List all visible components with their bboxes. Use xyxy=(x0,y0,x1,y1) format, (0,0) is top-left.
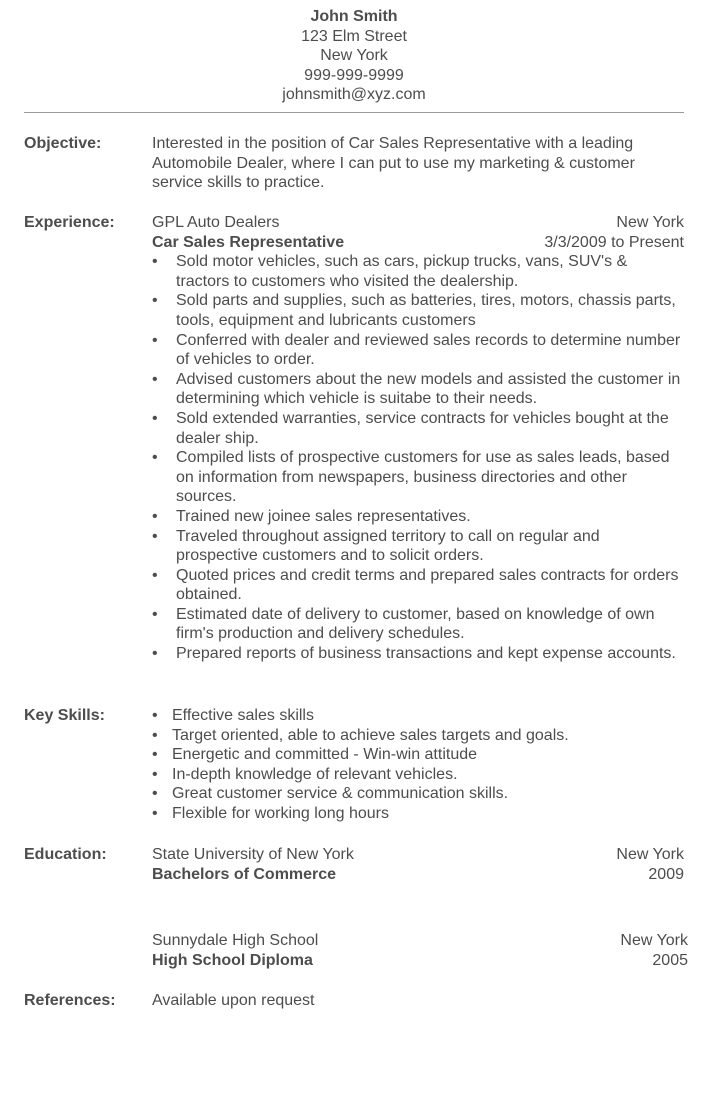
experience-body xyxy=(152,213,684,664)
school-location: New York xyxy=(620,932,688,949)
bullet-icon: • xyxy=(152,409,158,427)
contact-header xyxy=(0,7,708,105)
graduation-year: 2005 xyxy=(652,951,688,969)
bullet-icon: • xyxy=(152,605,158,623)
list-item: • Estimated date of delivery to customer, based on knowledge of own firm's production and delivery schedules. xyxy=(152,605,655,643)
list-item: • Energetic and committed - Win-win attitude xyxy=(152,746,478,764)
city: New York xyxy=(320,47,388,65)
school-name: Sunnydale High School xyxy=(152,932,319,949)
bullet-icon: • xyxy=(152,645,158,663)
email-address: johnsmith@xyz.com xyxy=(282,86,426,104)
education-entry-university xyxy=(152,845,684,884)
employer-row xyxy=(152,213,684,233)
list-item: • Traveled throughout assigned territory to call on regular and prospective customers and to solicit orders. xyxy=(152,527,600,565)
skills-body xyxy=(152,706,684,824)
school-location: New York xyxy=(616,846,684,863)
bullet-icon: • xyxy=(152,292,158,310)
duties-list xyxy=(152,252,684,663)
degree-name: High School Diploma xyxy=(152,951,313,969)
employment-dates: 3/3/2009 to Present xyxy=(544,233,684,251)
bullet-icon: • xyxy=(152,765,158,783)
bullet-icon: • xyxy=(152,804,158,822)
street-address: 123 Elm Street xyxy=(301,27,407,45)
objective-label: Objective: xyxy=(24,135,102,152)
bullet-icon: • xyxy=(152,566,158,584)
candidate-name: John Smith xyxy=(310,8,398,25)
references-text: Available upon request xyxy=(152,992,315,1009)
bullet-icon: • xyxy=(152,707,158,724)
list-item: • Effective sales skills xyxy=(152,707,314,724)
bullet-icon: • xyxy=(152,746,158,764)
list-item: • Sold extended warranties, service contracts for vehicles bought at the dealer ship. xyxy=(152,409,669,447)
bullet-icon: • xyxy=(152,449,158,467)
references-label: References: xyxy=(24,992,116,1009)
list-item: • Advised customers about the new models and assisted the customer in determining which vehicle is suitabe to their needs. xyxy=(152,370,681,408)
list-item: • Prepared reports of business transactions and kept expense accounts. xyxy=(152,645,676,663)
objective-text: Interested in the position of Car Sales Representative with a leading Automobile Dealer, where I can put to use my marketing & customer service skills to practice. xyxy=(152,135,635,192)
list-item: • Trained new joinee sales representatives. xyxy=(152,507,471,525)
list-item: • Sold parts and supplies, such as batteries, tires, motors, chassis parts, tools, equipment and lubricants customers xyxy=(152,292,676,329)
list-item: • Sold motor vehicles, such as cars, pickup trucks, vans, SUV's & tractors to customers who visited the dealership. xyxy=(152,253,628,290)
list-item: • Conferred with dealer and reviewed sales records to determine number of vehicles to order. xyxy=(152,331,681,369)
header-divider xyxy=(24,112,684,113)
bullet-icon: • xyxy=(152,726,158,744)
degree-name: Bachelors of Commerce xyxy=(152,865,337,883)
education-label: Education: xyxy=(24,846,107,863)
bullet-icon: • xyxy=(152,253,158,271)
position-row xyxy=(152,233,684,253)
list-item: • Target oriented, able to achieve sales targets and goals. xyxy=(152,726,569,744)
job-title: Car Sales Representative xyxy=(152,233,345,251)
company-location: New York xyxy=(616,214,684,231)
company-name: GPL Auto Dealers xyxy=(152,214,280,231)
bullet-icon: • xyxy=(152,370,158,388)
graduation-year: 2009 xyxy=(648,865,684,883)
bullet-icon: • xyxy=(152,331,158,349)
list-item: • Compiled lists of prospective customers for use as sales leads, based on information from newspapers, business directories and other sources. xyxy=(152,449,670,506)
school-name: State University of New York xyxy=(152,846,354,863)
list-item: • In-depth knowledge of relevant vehicles. xyxy=(152,765,458,783)
phone-number: 999-999-9999 xyxy=(304,66,404,84)
bullet-icon: • xyxy=(152,785,158,803)
list-item: • Great customer service & communication skills. xyxy=(152,785,509,803)
skills-list xyxy=(152,706,684,824)
experience-label: Experience: xyxy=(24,214,115,231)
list-item: • Flexible for working long hours xyxy=(152,804,389,822)
education-entry-high-school xyxy=(152,931,688,970)
bullet-icon: • xyxy=(152,507,158,525)
bullet-icon: • xyxy=(152,527,158,545)
list-item: • Quoted prices and credit terms and prepared sales contracts for orders obtained. xyxy=(152,566,679,604)
skills-label: Key Skills: xyxy=(24,707,105,724)
